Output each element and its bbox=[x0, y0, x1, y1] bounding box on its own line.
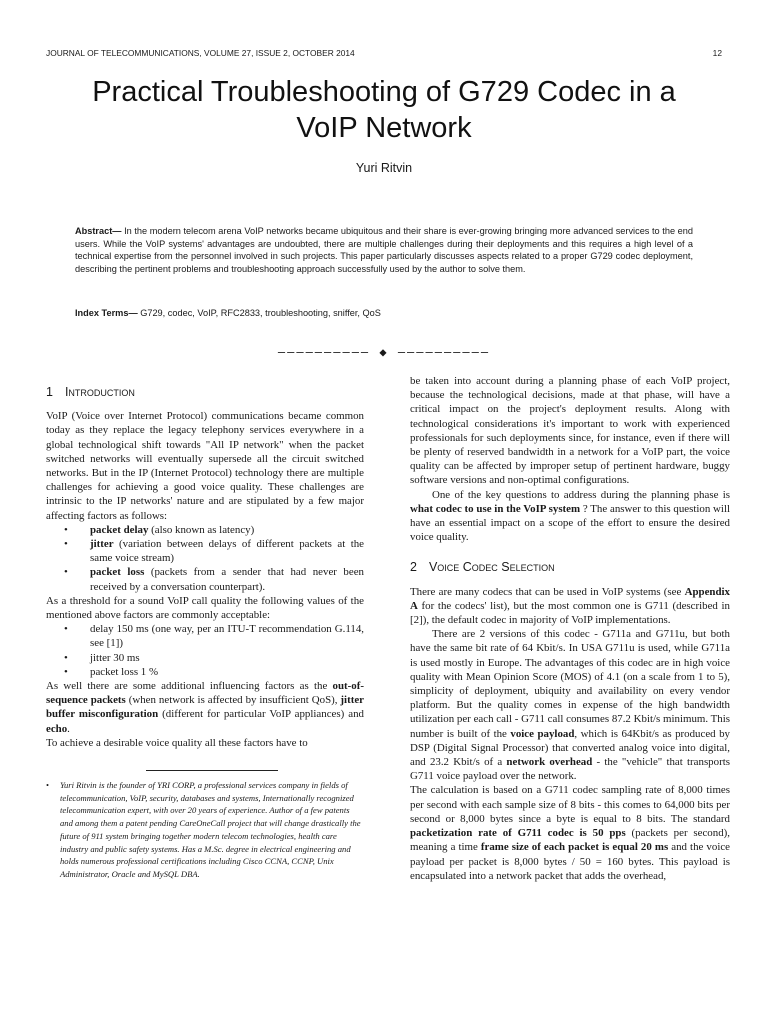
list-item: • jitter 30 ms bbox=[90, 651, 364, 665]
abstract-label: Abstract— bbox=[75, 226, 122, 236]
desirable-paragraph: To achieve a desirable voice quality all these factors have to bbox=[46, 736, 308, 749]
author-footnote: • Yuri Ritvin is the founder of YRI CORP, a professional services company in fields of telecommunication, VoIP, security, databases and systems, Internationally recognized telecommunication expert, with over 20 years of experience. Author of a few patents and among them a patent pending CareOneCall project that will change drastically the future of 911 system bringing together modern telecom technologies, health care industry and public safety systems. Has a M.Sc. degree in electrical engineering and holds numerous professional certifications including Cisco CCNA, CCNP, Unix Administrator, Oracle and MySQL DBA. bbox=[46, 779, 364, 881]
key-question-paragraph bbox=[410, 488, 730, 545]
planning-paragraph: be taken into account during a planning phase of each VoIP project, because the technological decisions, made at that phase, will have a critical impact on the project's deployment results. Along with technological considerations it's important to work with experienced professionals for such deployments since, for instance, even if there will be plenty of reserved bandwidth in a network for a VoIP part, the voice quality can be affected by improper setup of pertinent hardware, buggy software versions and non-optimal configurations. bbox=[410, 375, 730, 487]
section-2-heading bbox=[410, 560, 730, 574]
text-run: , which is 64Kbit/s as produced by DSP (Digital Signal Processor) that converted analog voice into digital, and 23.2 Kbit/s of a bbox=[410, 727, 731, 769]
codec-paragraph-2 bbox=[410, 627, 730, 783]
bold-term: jitter buffer misconfiguration bbox=[46, 694, 364, 721]
author-name: Yuri Ritvin bbox=[355, 161, 413, 175]
running-header bbox=[46, 48, 722, 58]
factor-desc: (also known as latency) bbox=[148, 523, 255, 536]
bold-term: frame size of each packet is equal 20 ms bbox=[480, 841, 669, 854]
text-run: and the voice payload per packet is 8,000 bytes / 50 = 160 bytes. This payload is encapsulated into a network packet that adds the overhead, bbox=[410, 841, 731, 882]
text-run: One of the key questions to address during the planning phase is bbox=[432, 488, 730, 501]
intro-paragraph: VoIP (Voice over Internet Protocol) communications became common today as they replace the legacy telephony services everywhere in a global technological shift towards "All IP network" when the packet switched networks will eventually supersede all the circuit switched networks. But in the IP (Internet Protocol) technology there are multiple challenges for achieving a good voice quality. These challenges are intrinsic to the IP networks' nature and are stipulated by a few major affecting factors as follows: bbox=[46, 410, 364, 522]
thresholds-list bbox=[46, 622, 364, 679]
index-terms bbox=[75, 308, 693, 318]
section-2-number: 2 bbox=[410, 560, 417, 575]
text-run: . bbox=[67, 722, 70, 735]
factor-term: jitter bbox=[90, 538, 114, 551]
index-terms-label: Index Terms— bbox=[75, 308, 138, 318]
abstract bbox=[75, 225, 693, 276]
text-run: (different for particular VoIP appliances) and bbox=[158, 708, 364, 721]
list-item bbox=[90, 523, 364, 537]
bold-term: voice payload bbox=[510, 727, 575, 740]
section-1-title: Introduction bbox=[64, 385, 135, 399]
page-number: 12 bbox=[712, 48, 722, 58]
footnote-rule bbox=[146, 770, 278, 771]
list-item bbox=[90, 537, 364, 565]
additional-factors-paragraph bbox=[46, 679, 364, 736]
section-divider: —————————— ◆ —————————— bbox=[277, 345, 491, 359]
bold-term: Appendix A bbox=[410, 585, 730, 612]
codec-paragraph-3 bbox=[410, 783, 730, 882]
bold-term: what codec to use in the VoIP system bbox=[410, 502, 581, 515]
factor-desc: (packets from a sender that had never been received by a conversation counterpart). bbox=[90, 566, 364, 593]
text-run: As well there are some additional influencing factors as the bbox=[46, 680, 333, 693]
title-line-1: Practical Troubleshooting of G729 Codec in a bbox=[92, 76, 676, 108]
list-item bbox=[90, 565, 364, 593]
list-item: • delay 150 ms (one way, per an ITU-T recommendation G.114, see [1]) bbox=[90, 622, 364, 650]
text-run: for the codecs' list), but the most common one is G711 (described in [2]), the default codec in majority of VoIP implementations. bbox=[410, 599, 730, 627]
factor-term: packet delay bbox=[90, 523, 149, 536]
bold-term: network overhead bbox=[506, 756, 593, 769]
bold-term: out-of-sequence packets bbox=[46, 680, 364, 707]
title-line-2: VoIP Network bbox=[296, 112, 472, 144]
text-run: ? The answer to this question will have an essential impact on a scope of the effort to ensure the desired voice quality. bbox=[410, 502, 730, 544]
text-run: There are many codecs that can be used in VoIP systems (see bbox=[410, 585, 685, 598]
bold-term: echo bbox=[46, 722, 68, 735]
section-1-heading bbox=[46, 385, 364, 399]
text-run: There are 2 versions of this codec - G711a and G711u, but both have the same bit rate of 64 Kbit/s. In USA G711u is used, while G711a is used mostly in Europe. The advantages of this codec are in high voice quality with Mean Opinion Score (MOS) of 4.1 (on a scale from 1 to 5), simplicity of deployment, ubiquity and availability on every vendor platform. But the quality comes in expense of the high bandwidth utilization per each call - G711 call consumes 87.2 Kbit/s minimum. This number is built of the bbox=[410, 628, 730, 740]
section-1-number: 1 bbox=[46, 385, 53, 399]
text-run: (when network is affected by insufficient QoS), bbox=[125, 694, 341, 707]
text-run: The calculation is based on a G711 codec sampling rate of 8,000 times per second with each sample size of 8 bits - this comes to 64,000 bits per second or 8,000 bytes since a byte is equal to 8 bits. The standard bbox=[410, 784, 730, 825]
bold-term: packetization rate of G711 codec is 50 pps bbox=[410, 827, 626, 840]
threshold-paragraph: As a threshold for a sound VoIP call quality the following values of the mentioned above factors are commonly acceptable: bbox=[46, 594, 364, 622]
journal-name: JOURNAL OF TELECOMMUNICATIONS, VOLUME 27, ISSUE 2, OCTOBER 2014 bbox=[46, 48, 355, 58]
left-column bbox=[46, 379, 364, 881]
factor-desc: (variation between delays of different packets at the same voice stream) bbox=[90, 538, 364, 565]
text-run: - the "vehicle" that transports G711 voice payload over the network. bbox=[410, 756, 730, 783]
list-item: • packet loss 1 % bbox=[90, 665, 364, 679]
section-2-title: Voice Codec Selection bbox=[428, 560, 555, 575]
right-column bbox=[410, 374, 730, 883]
codec-paragraph-1 bbox=[410, 585, 730, 628]
abstract-text: In the modern telecom arena VoIP networks became ubiquitous and their share is ever-growing bringing more advanced services to the end users. While the VoIP systems' advantages are undoubted, there are multiple challenges during their deployments and this requires a high level of a technical expertise from the personnel involved in such projects. This paper particularly discusses aspects related to a proper G729 codec deployment, describing the pertinent problems and troubleshooting approach successfully used by the author to solve them. bbox=[75, 226, 693, 275]
index-terms-text: G729, codec, VoIP, RFC2833, troubleshooting, sniffer, QoS bbox=[137, 308, 381, 318]
factors-list bbox=[46, 523, 364, 594]
factor-term: packet loss bbox=[90, 566, 145, 579]
text-run: (packets per second), meaning a time bbox=[410, 827, 730, 854]
paper-title bbox=[0, 74, 768, 146]
